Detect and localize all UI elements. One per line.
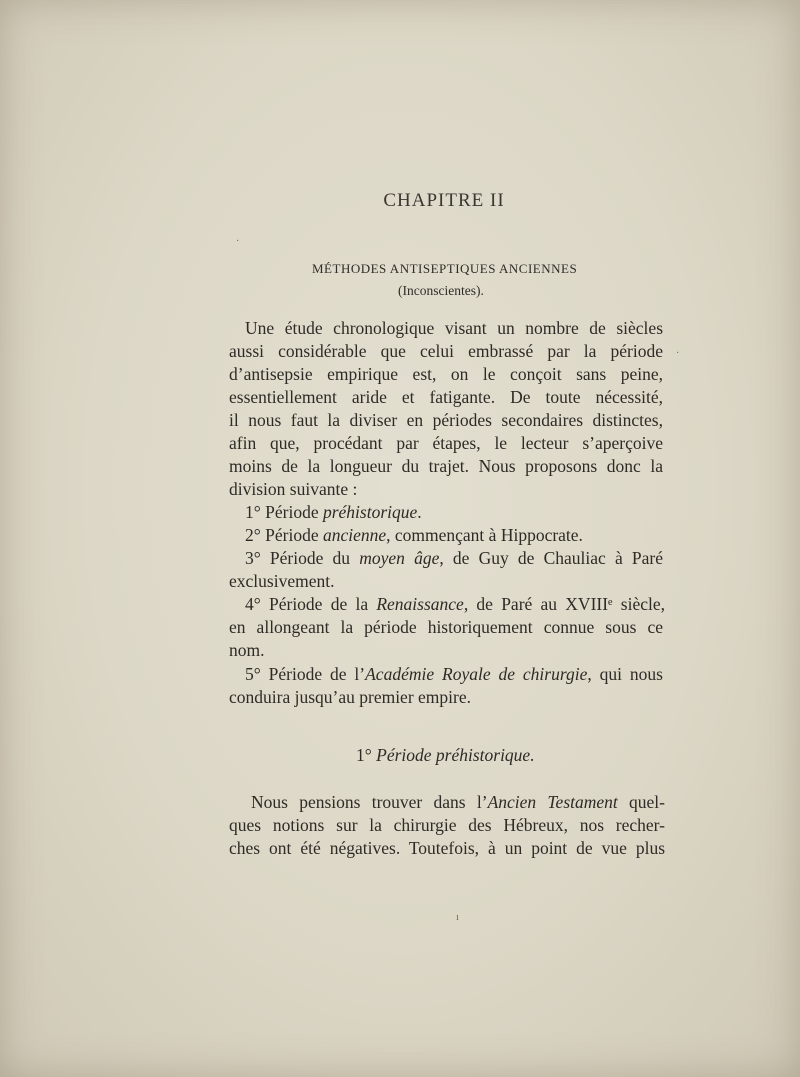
paragraph-line: conduira jusqu’au premier empire.: [229, 687, 471, 707]
paragraph-line: aussi considérable que celui embrassé par la période: [229, 341, 663, 361]
period-suffix: , de Paré au XVIIIᵉ siècle,: [463, 594, 665, 614]
subsection-heading: [356, 745, 535, 766]
period-item-1: [245, 502, 422, 523]
chapter-title: [0, 190, 800, 212]
section-title: MÉTHODES ANTISEPTIQUES ANCIENNES: [312, 261, 578, 276]
period-item-3: [245, 548, 663, 569]
period-name: Renaissance: [376, 594, 464, 614]
print-speck: ı: [456, 912, 459, 923]
paragraph-line: Une étude chronologique visant un nombre de siècles: [245, 318, 663, 338]
period-prefix: 3° Période du: [245, 548, 360, 568]
period-item-4: [245, 594, 665, 615]
book-title: Ancien Testament: [487, 792, 618, 812]
period-name: préhistorique: [322, 502, 418, 522]
chapter-title-text: CHAPITRE II: [383, 190, 505, 211]
paragraph-line: ques notions sur la chirurgie des Hébreux, nos recher-: [229, 815, 665, 835]
print-speck: ·: [236, 236, 240, 247]
period-prefix: 4° Période de la: [245, 594, 377, 614]
paragraph-line: nom.: [229, 640, 265, 660]
paragraph-line: il nous faut la diviser en périodes secondaires distinctes,: [229, 410, 663, 430]
section-subtitle: (Inconscientes).: [398, 283, 484, 298]
subsection-number: 1°: [356, 745, 372, 765]
paragraph-line: essentiellement aride et fatigante. De toute nécessité,: [229, 387, 663, 407]
period-name: ancienne: [322, 525, 387, 545]
paragraph-line: moins de la longueur du trajet. Nous proposons donc la: [229, 456, 663, 476]
paragraph-line: ches ont été négatives. Toutefois, à un point de vue plus: [229, 838, 665, 858]
print-speck: ·: [676, 348, 680, 359]
period-suffix: , qui nous: [587, 664, 663, 684]
period-name: Académie Royale de chirurgie: [365, 664, 588, 684]
paragraph-line: exclusivement.: [229, 571, 335, 591]
period-item-2: [245, 525, 583, 546]
period-suffix: , de Guy de Chauliac à Paré: [439, 548, 663, 568]
subsection-title: Période préhistorique.: [376, 745, 535, 765]
period-prefix: 5° Période de l’: [245, 664, 366, 684]
period-item-5: [245, 664, 663, 685]
text-run: quel-: [617, 792, 665, 812]
period-suffix: .: [417, 502, 422, 522]
paragraph-line: [251, 792, 665, 813]
period-suffix: , commençant à Hippocrate.: [386, 525, 583, 545]
paragraph-line: division suivante :: [229, 479, 358, 499]
period-name: moyen âge: [359, 548, 440, 568]
text-run: Nous pensions trouver dans l’: [251, 792, 488, 812]
period-prefix: 2° Période: [245, 525, 323, 545]
paragraph-line: afin que, procédant par étapes, le lecteur s’aperçoive: [229, 433, 663, 453]
paragraph-line: d’antisepsie empirique est, on le conçoit sans peine,: [229, 364, 663, 384]
paragraph-line: en allongeant la période historiquement connue sous ce: [229, 617, 663, 637]
period-prefix: 1° Période: [245, 502, 323, 522]
